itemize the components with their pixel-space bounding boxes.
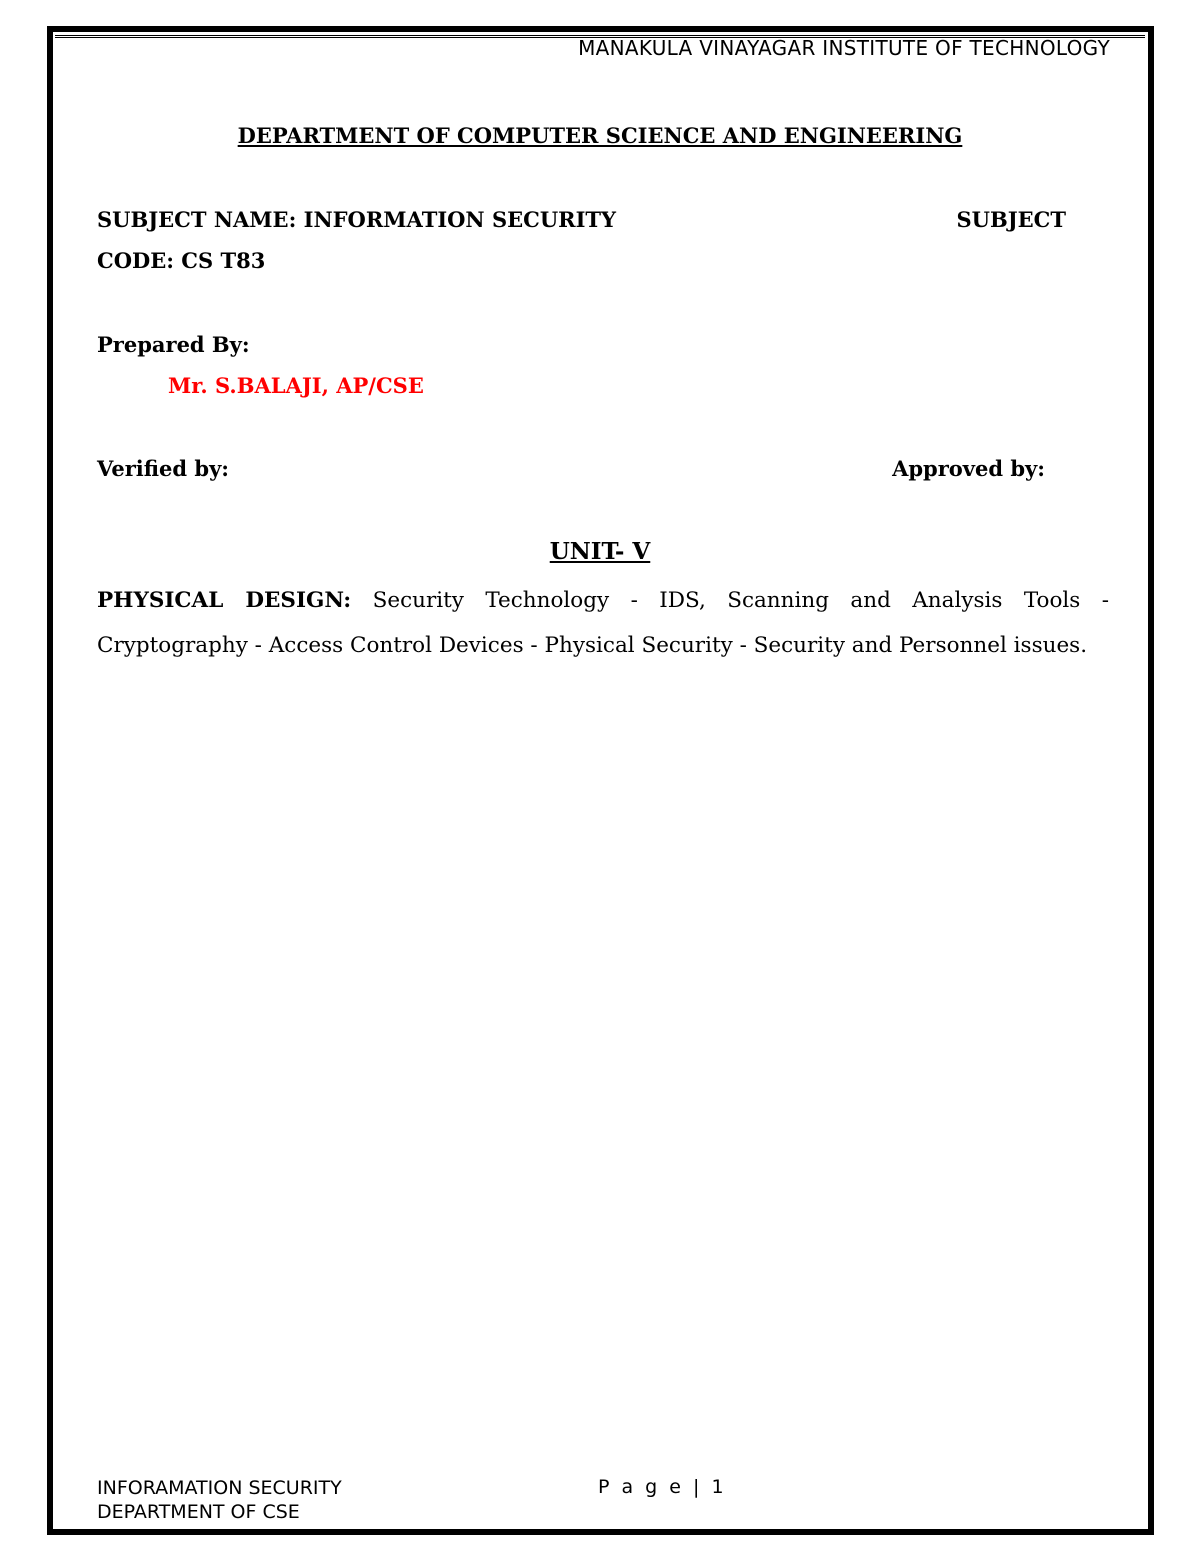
footer-department: DEPARTMENT OF CSE	[97, 1501, 300, 1523]
unit-syllabus	[97, 578, 1109, 668]
subject-code: CODE: CS T83	[97, 248, 266, 273]
author-name: Mr. S.BALAJI, AP/CSE	[168, 373, 424, 398]
approved-by-label: Approved by:	[892, 456, 1045, 481]
footer-left	[97, 1476, 342, 1524]
syllabus-topics: Security Technology - IDS, Scanning and Analysis Tools -Cryptography - Access Control Devices - Physical Security - Security and Personnel issues.	[97, 588, 1110, 658]
institute-header: MANAKULA VINAYAGAR INSTITUTE OF TECHNOLOGY	[578, 36, 1110, 60]
verified-by-label: Verified by:	[97, 456, 230, 481]
prepared-by-label: Prepared By:	[97, 332, 250, 357]
footer-subject: INFORAMATION SECURITY	[97, 1477, 342, 1499]
page-number: P a g e | 1	[598, 1476, 727, 1498]
subject-code-label: SUBJECT	[956, 207, 1066, 232]
department-heading: DEPARTMENT OF COMPUTER SCIENCE AND ENGINEERING	[237, 123, 963, 148]
syllabus-lead: PHYSICAL DESIGN:	[97, 588, 352, 613]
subject-name: SUBJECT NAME: INFORMATION SECURITY	[97, 207, 617, 232]
unit-title: UNIT- V	[549, 538, 651, 565]
